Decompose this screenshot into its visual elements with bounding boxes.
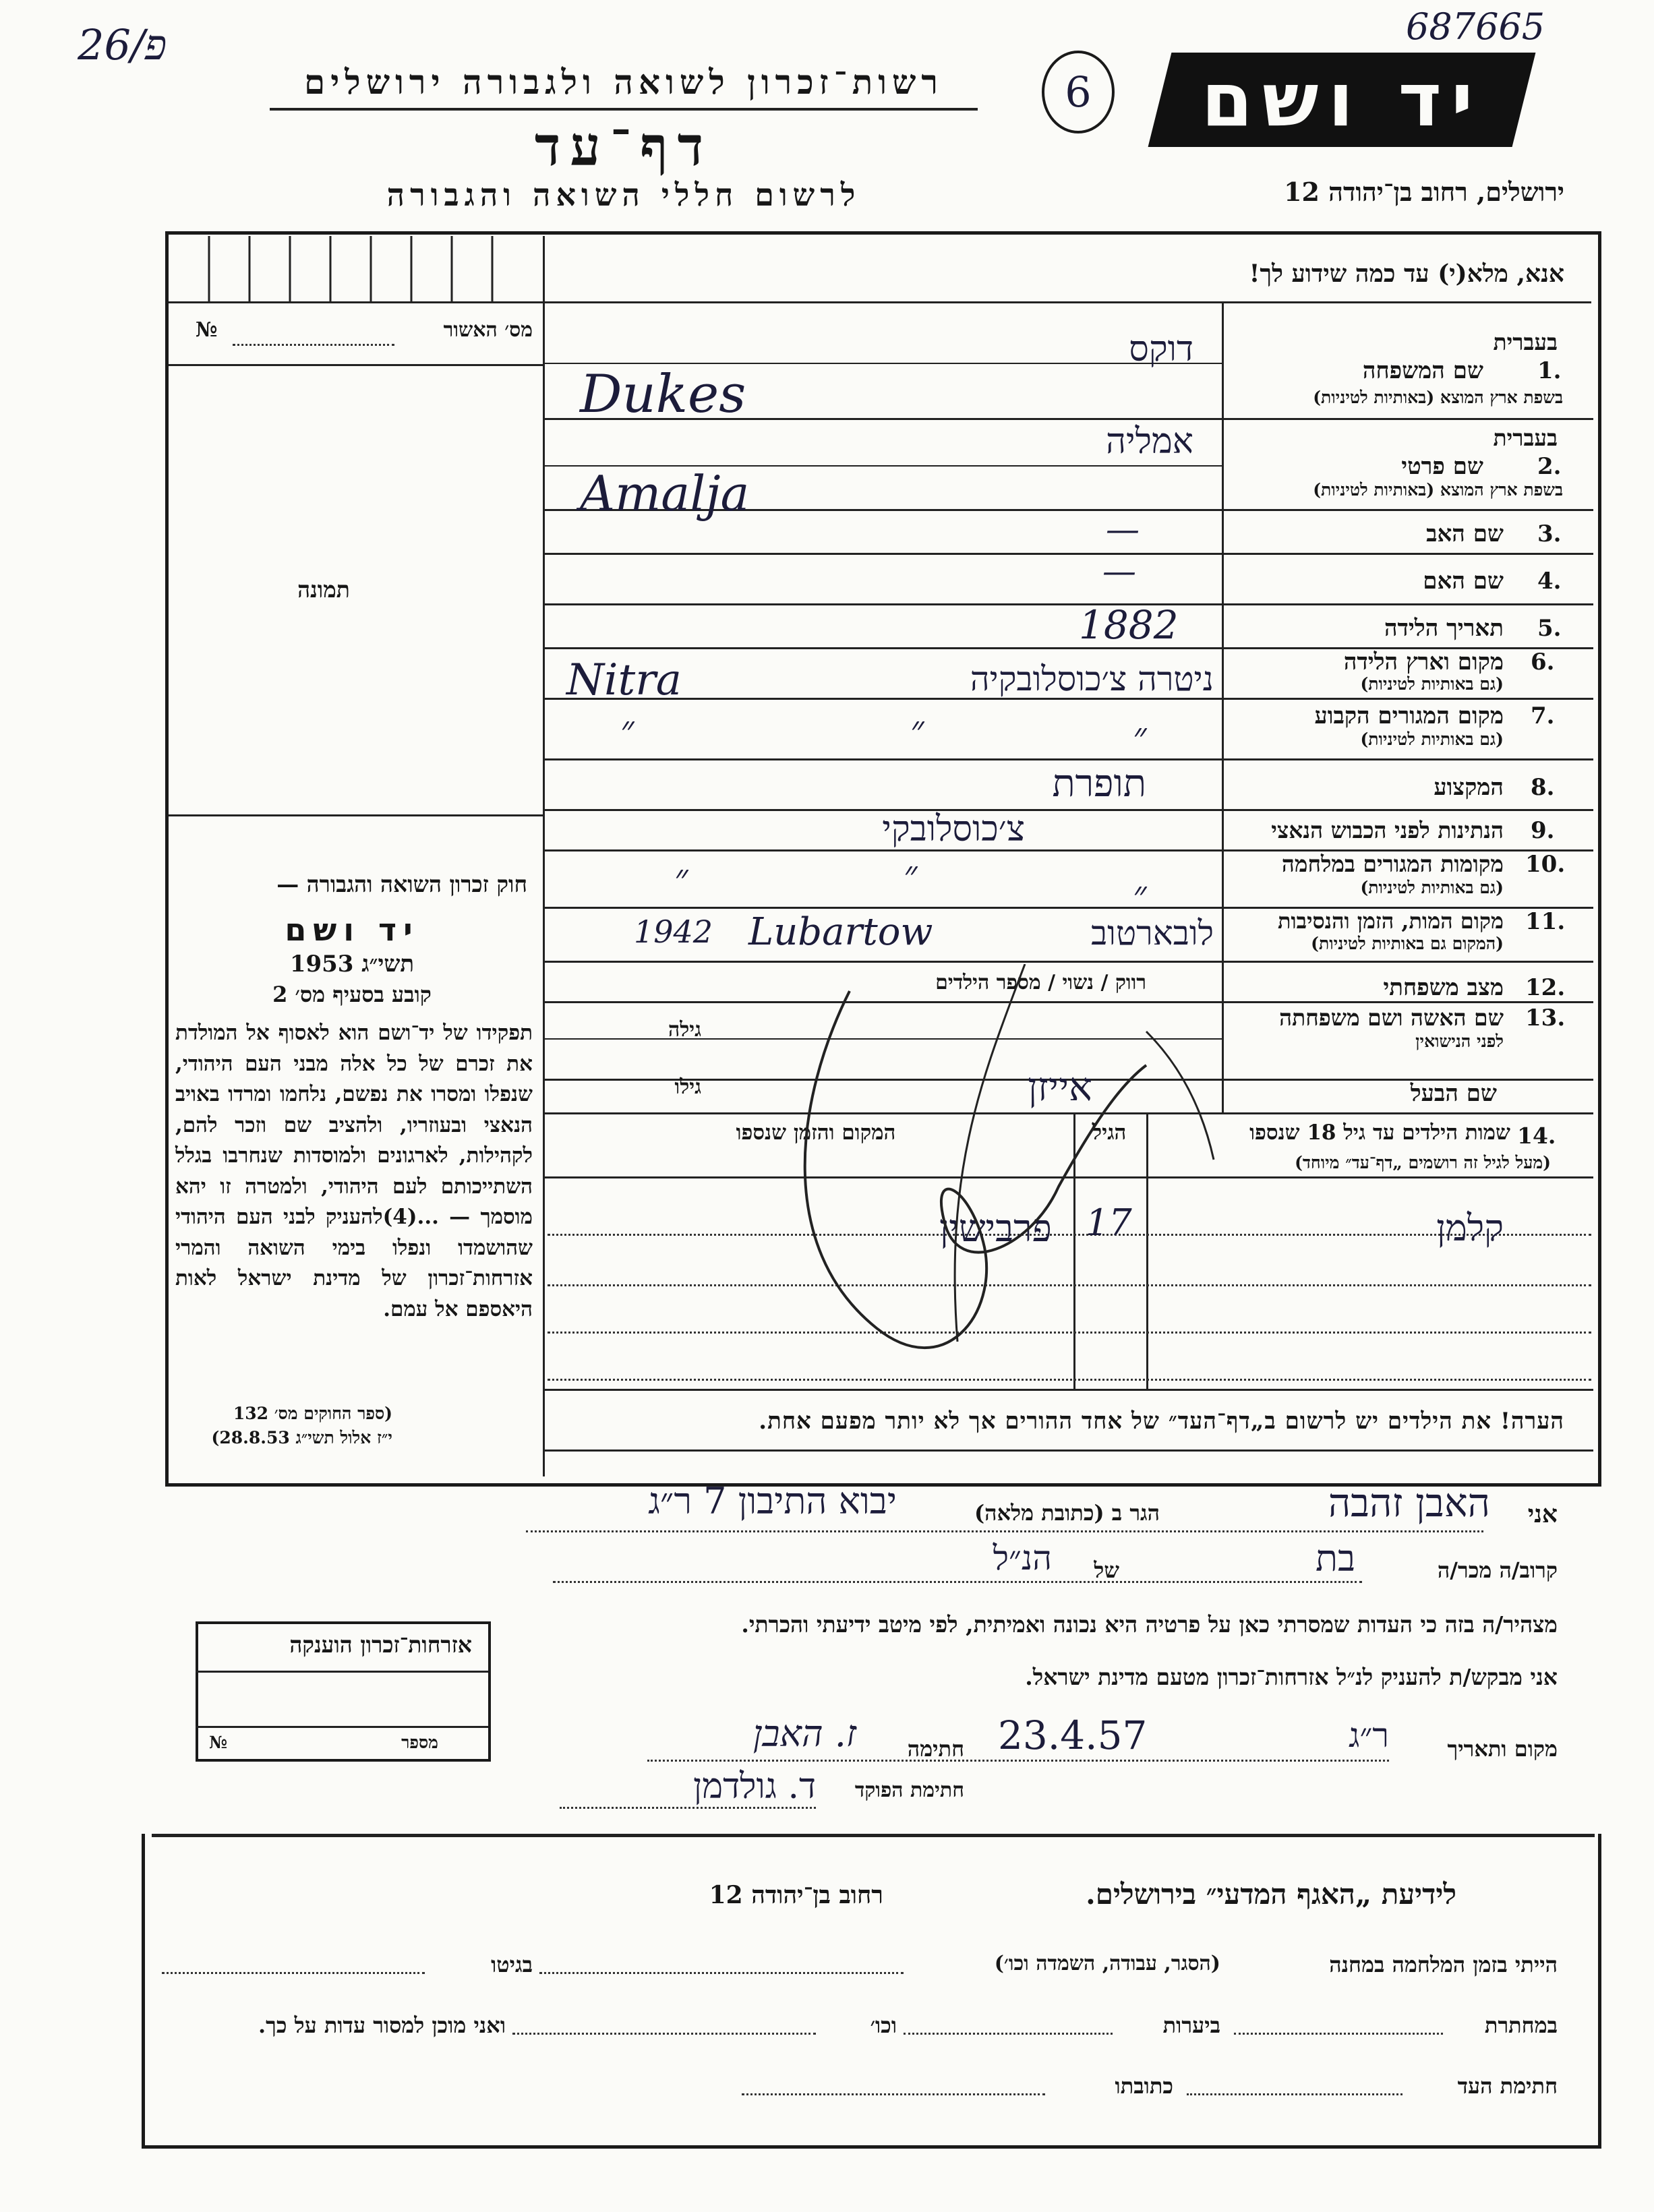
witness-address-field[interactable] bbox=[742, 2093, 1045, 2095]
field-2-hint: בשפת ארץ המוצא (באותיות לטיניות) bbox=[1313, 480, 1563, 500]
field-10-number: 10. bbox=[1525, 851, 1566, 878]
decl-line-1 bbox=[526, 1530, 1483, 1532]
law-text: תפקידו של יד־ושם הוא לאסוף אל המולדת את זכרם של כל אלה מבני העם היהודי, שנפלו ומסרו את נפשם, נלחמו ומרדו באויב הנאצי ובעוזריו, ולהציב שם וזכר להם, לקהילות, לארגונים ולמוסדות שנחרבו בגלל השתייכותם לעם היהודי, ולמטרה זו יהא מוסמך — ...(4)להעניק לבני העם היהודי שהושמדו ונפלו בימי השואה והמרי אזרחות־זכרון של מדינת ישראל לאות היאספם אל עמם. bbox=[175, 1021, 533, 1321]
children-label: שמות הילדים עד גיל 18 שנספו bbox=[1249, 1120, 1510, 1145]
child-age[interactable]: 17 bbox=[1086, 1201, 1132, 1244]
archive-mark: 26/פ bbox=[78, 20, 167, 69]
row-divider-7 bbox=[545, 758, 1593, 760]
authority-underline bbox=[270, 108, 978, 111]
decl-relative: קרוב/ה מכר/ה bbox=[1437, 1557, 1558, 1583]
logo-text: יד ושם bbox=[1201, 57, 1483, 143]
row-divider-3 bbox=[545, 553, 1593, 555]
decl-line-3 bbox=[647, 1760, 1389, 1762]
marital-options: רווק / נשוי / מספר הילדים bbox=[935, 971, 1146, 994]
photo-divider bbox=[169, 814, 543, 816]
field-11-label: מקום המות, הזמן והנסיבות bbox=[1277, 908, 1504, 934]
id-boxes bbox=[169, 236, 543, 301]
age-label-husband: גילו bbox=[674, 1075, 701, 1099]
decl-officer-label: חתימת הפוקד bbox=[854, 1778, 964, 1802]
bottom-address: רחוב בן־יהודה 12 bbox=[709, 1881, 883, 1909]
residence-ditto-2[interactable]: ״ bbox=[910, 708, 924, 750]
husband-label: שם הבעל bbox=[1410, 1080, 1497, 1107]
profession[interactable]: תופרת bbox=[1052, 762, 1146, 806]
form-title: דף־עד bbox=[534, 115, 713, 178]
field-13-hint: לפני הנישואין bbox=[1415, 1032, 1504, 1051]
death-place-hebrew[interactable]: לובארטוב bbox=[1091, 914, 1214, 953]
citizenship-label: אזרחות־זכרון הוענקה bbox=[289, 1632, 472, 1658]
declarant-address[interactable]: יבוא התיבון 7 ר״ג bbox=[648, 1480, 897, 1522]
note-bottom-line bbox=[545, 1449, 1593, 1452]
law-source: (ספר החוקים מס׳ 132 bbox=[233, 1404, 392, 1423]
camp-field[interactable] bbox=[539, 1972, 904, 1974]
ghetto-field[interactable] bbox=[162, 1972, 425, 1974]
decl-line-4 bbox=[560, 1807, 816, 1809]
decl-signature-label: חתימה bbox=[907, 1736, 964, 1762]
field-1-label: שם המשפחה bbox=[1362, 357, 1483, 384]
wartime-ditto-1[interactable]: ״ bbox=[674, 856, 688, 899]
decl-request: אני מבקש/ת להעניק לנ״ל אזרחות־זכרון מטעם מדינת ישראל. bbox=[1025, 1664, 1558, 1690]
row-divider-8 bbox=[545, 809, 1593, 811]
first-name-latin[interactable]: Amalja bbox=[580, 465, 750, 522]
birth-date[interactable]: 1882 bbox=[1079, 602, 1179, 648]
field-3-number: 3. bbox=[1537, 520, 1562, 547]
header-address: ירושלים, רחוב בן־יהודה 12 bbox=[1284, 177, 1564, 207]
age-label-wife: גילה bbox=[668, 1018, 701, 1042]
field-9-label: הנתינות לפני הכבוש הנאצי bbox=[1271, 817, 1504, 843]
decl-line-2 bbox=[553, 1581, 1362, 1583]
decl-place-date-label: מקום ותאריך bbox=[1447, 1736, 1558, 1762]
wartime-ditto-2[interactable]: ״ bbox=[904, 853, 918, 895]
decl-officer-signature[interactable]: ד. גולדמן bbox=[693, 1766, 816, 1807]
children-place-header: המקום והזמן שנספו bbox=[736, 1120, 896, 1145]
pen-scribble bbox=[742, 964, 1254, 1382]
cert-number-field[interactable] bbox=[233, 344, 394, 346]
field-2-number: 2. bbox=[1537, 453, 1562, 480]
children-hint: (מעל לגיל זה רושמים „דף־עד״ מיוחד) bbox=[1295, 1153, 1551, 1172]
citizenship-value[interactable]: צ׳כוסלובקי bbox=[882, 809, 1025, 849]
child-place[interactable]: פרבישין bbox=[939, 1207, 1052, 1251]
decl-of-who[interactable]: הנ״ל bbox=[993, 1538, 1052, 1578]
citizenship-line-2 bbox=[196, 1726, 488, 1728]
bottom-line1-c: בגיטו bbox=[491, 1952, 533, 1977]
field-12-label: מצב משפחתי bbox=[1383, 974, 1504, 1001]
field-12-number: 12. bbox=[1525, 974, 1566, 1001]
residence-ditto-1[interactable]: ״ bbox=[620, 708, 634, 750]
field-6-hint: (גם באותיות לטיניות) bbox=[1360, 674, 1504, 694]
field-13-label: שם האשה ושם משפחתה bbox=[1279, 1005, 1504, 1031]
photo-label: תמונה bbox=[297, 576, 350, 603]
heb-tag-1: בעברית bbox=[1493, 329, 1558, 355]
cert-divider bbox=[169, 364, 543, 366]
death-year[interactable]: 1942 bbox=[634, 914, 713, 950]
field-1-number: 1. bbox=[1537, 357, 1562, 384]
wartime-ditto-3[interactable]: ״ bbox=[1133, 873, 1147, 916]
circled-number: 6 bbox=[1042, 51, 1115, 133]
law-year: תשי״ג 1953 bbox=[289, 951, 415, 978]
field-8-number: 8. bbox=[1531, 774, 1555, 801]
underground-field[interactable] bbox=[1234, 2033, 1443, 2035]
field-11-hint: (המקום גם באותיות לטיניות) bbox=[1311, 934, 1504, 953]
row-divider-11 bbox=[545, 961, 1593, 963]
instruction: אנא, מלא(י) עד כמה שידוע לך! bbox=[1249, 260, 1564, 288]
field-1-hint: בשפת ארץ המוצא (באותיות לטיניות) bbox=[1313, 388, 1563, 407]
children-age-header: הגיל bbox=[1092, 1120, 1127, 1145]
form-subtitle: לרשום חללי השואה והגבורה bbox=[386, 177, 861, 213]
field-11-number: 11. bbox=[1525, 908, 1566, 935]
field-2-label: שם פרטי bbox=[1401, 453, 1483, 480]
field-7-hint: (גם באותיות לטיניות) bbox=[1360, 729, 1504, 749]
bottom-heading: לידיעת „האגף המדעי״ בירושלים. bbox=[1086, 1878, 1456, 1911]
instruction-divider bbox=[169, 301, 1591, 303]
left-column-divider bbox=[543, 236, 545, 1476]
field-4-label: שם האם bbox=[1423, 568, 1504, 595]
mother-name[interactable]: — bbox=[1102, 551, 1136, 591]
row-divider-4 bbox=[545, 603, 1593, 605]
bottom-line1-b: (הסגר, עבודה, השמדה וכו׳) bbox=[994, 1952, 1220, 1975]
field-10-label: מקומות המגורים במלחמה bbox=[1281, 851, 1504, 877]
cert-label: מס׳ האשור bbox=[443, 318, 533, 342]
bottom-line3-b: כתובתו bbox=[1115, 2073, 1173, 2099]
residence-ditto-3[interactable]: ״ bbox=[1133, 715, 1147, 757]
bottom-line2-c: וכו׳ bbox=[870, 2012, 897, 2038]
surname-hebrew[interactable]: דוקס bbox=[1129, 329, 1193, 369]
law-clause: קובע בסעיף מס׳ 2 bbox=[272, 982, 432, 1007]
note: הערה! את הילדים יש לרשום ב„דף־העד״ של אחד ההורים אך לא יותר מפעם אחת. bbox=[759, 1408, 1564, 1435]
field-6-label: מקום וארץ הלידה bbox=[1343, 649, 1504, 676]
bottom-line2-a: במחתרת bbox=[1484, 2012, 1558, 2038]
birthplace-latin[interactable]: Nitra bbox=[566, 655, 682, 705]
field-9-number: 9. bbox=[1531, 817, 1555, 844]
forest-field[interactable] bbox=[904, 2033, 1113, 2035]
field-10-hint: (גם באותיות לטיניות) bbox=[1360, 878, 1504, 897]
bottom-line2-d: ואני מוכן למסור עדות על כך. bbox=[258, 2012, 506, 2038]
cert-no-symbol: № bbox=[196, 318, 218, 342]
field-6-number: 6. bbox=[1531, 649, 1555, 676]
bottom-line2-b: ביערות bbox=[1162, 2012, 1220, 2038]
decl-date[interactable]: 23.4.57 bbox=[998, 1712, 1148, 1758]
field-7-label: מקום המגורים הקבוע bbox=[1314, 703, 1504, 729]
surname-latin[interactable]: Dukes bbox=[580, 364, 746, 425]
reference-number: 687665 bbox=[1406, 5, 1545, 48]
bottom-line3-a: חתימת העד bbox=[1457, 2073, 1558, 2099]
decl-place[interactable]: ר״ג bbox=[1348, 1716, 1389, 1755]
citizenship-no-symbol: № bbox=[209, 1733, 228, 1752]
authority-name: רשות־זכרון לשואה ולגבורה ירושלים bbox=[304, 62, 943, 102]
children-number: 14. bbox=[1517, 1123, 1556, 1149]
citizenship-line bbox=[196, 1671, 488, 1673]
decl-signature[interactable]: ז. האבן bbox=[752, 1712, 856, 1755]
father-name[interactable]: — bbox=[1106, 510, 1140, 549]
decl-lives: הגר ב (כתובת מלאה) bbox=[974, 1500, 1160, 1526]
heb-tag-2: בעברית bbox=[1493, 425, 1558, 451]
first-name-hebrew[interactable]: אמליה bbox=[1106, 421, 1193, 462]
decl-relation[interactable]: בת bbox=[1316, 1537, 1355, 1580]
decl-i: אני bbox=[1527, 1500, 1558, 1528]
declarant-name[interactable]: האבן זהבה bbox=[1328, 1480, 1490, 1526]
field-13-number: 13. bbox=[1525, 1005, 1566, 1032]
decl-of: של bbox=[1094, 1557, 1119, 1583]
law-date: י״ז אלול תשי״ג 28.8.53) bbox=[211, 1428, 392, 1447]
husband-name[interactable]: אייזן bbox=[1027, 1064, 1092, 1110]
citizenship-number-label: מספר bbox=[401, 1733, 438, 1752]
field-5-number: 5. bbox=[1537, 615, 1562, 642]
death-place-latin[interactable]: Lubartow bbox=[748, 910, 933, 954]
note-top-line bbox=[545, 1389, 1593, 1391]
field-3-label: שם האב bbox=[1426, 520, 1504, 547]
field-7-number: 7. bbox=[1531, 703, 1555, 729]
field-4-number: 4. bbox=[1537, 568, 1562, 595]
law-name: יד ושם bbox=[285, 911, 419, 948]
decl-statement: מצהיר/ה בזה כי העדות שמסרתי כאן על פרטיה היא נכונה ואמיתית, לפי מיטב ידיעתי והכרתי. bbox=[741, 1611, 1558, 1638]
witness-signature-field[interactable] bbox=[1187, 2093, 1402, 2095]
bottom-line1-a: הייתי בזמן המלחמה במחנה bbox=[1329, 1952, 1558, 1977]
law-title: חוק זכרון השואה והגבורה — bbox=[276, 871, 527, 897]
other-field[interactable] bbox=[512, 2033, 816, 2035]
field-8-label: המקצוע bbox=[1434, 774, 1504, 801]
child-name[interactable]: קלמן bbox=[1436, 1207, 1504, 1249]
field-5-label: תאריך הלידה bbox=[1384, 615, 1504, 642]
birthplace-hebrew[interactable]: ניטרה צ׳כוסלובקיה bbox=[970, 659, 1214, 698]
